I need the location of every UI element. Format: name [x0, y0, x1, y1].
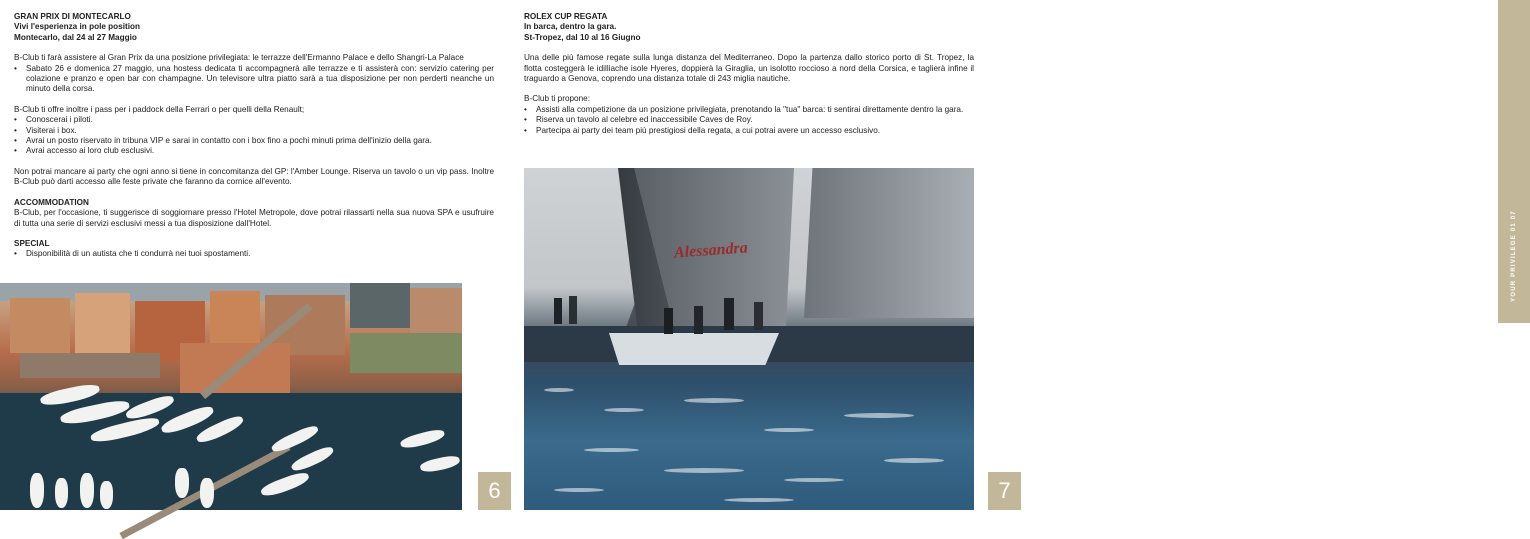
rolex-cup-dates: St-Tropez, dal 10 al 16 Giugno [524, 32, 641, 42]
paddock-intro: B-Club ti offre inoltre i pass per i paddock della Ferrari o per quelli della Renault; [14, 104, 305, 114]
side-tab-label: YOUR PRIVILEGE 01 07 [1511, 210, 1517, 302]
special-bullets [14, 249, 494, 259]
rolex-cup-intro: Una delle più famose regate sulla lunga distanza del Mediterraneo. Dopo la partenza dallo storico porto di St. Tropez, la flotta costeggerà le idilliache isole Hyeres, doppierà la Giraglia, un isolotto roccioso a nord della Corsica, e taglierà infine il traguardo a Genova, coprendo una distanza totale di 243 miglia nautiche. [524, 53, 974, 84]
gran-prix-dates: Montecarlo, dal 24 al 27 Maggio [14, 32, 137, 42]
bullet-item: • Assisti alla competizione da un posizione privilegiata, prenotando la "tua" barca: ti sentirai direttamente dentro la gara. [524, 105, 974, 115]
left-text-column [14, 12, 494, 260]
party-text: Non potrai mancare ai party che ogni anno si tiene in concomitanza del GP: l'Amber Lounge. Riserva un tavolo o un vip pass. Inoltre B-Club può darti accesso alle feste private che faranno da cornice all'evento. [14, 166, 494, 187]
special-heading: SPECIAL [14, 238, 50, 248]
rolex-cup-bullets [524, 105, 974, 136]
bullet-item: • Conoscerai i piloti. [14, 115, 494, 125]
right-text-column [524, 12, 974, 136]
gran-prix-title: GRAN PRIX DI MONTECARLO [14, 12, 131, 21]
bullet-item: • Riserva un tavolo al celebre ed inaccessibile Caves de Roy. [524, 115, 974, 125]
paddock-bullets [14, 115, 494, 157]
right-page [510, 0, 1517, 510]
monaco-harbor-photo [0, 283, 462, 510]
bullet-item: • Disponibilità di un autista che ti condurrà nei tuoi spostamenti. [14, 249, 494, 259]
page-number-6: 6 [478, 472, 511, 510]
accommodation-heading: ACCOMMODATION [14, 197, 89, 207]
bullet-item: • Sabato 26 e domenica 27 maggio, una hostess dedicata ti accompagnerà alle terrazze e ti assisterà con: servizio catering per colazione e pranzo e open bar con champagne. Un televisore ultra piatto sarà a tua disposizione per non perderti neanche un minuto della corsa. [14, 64, 494, 95]
rolex-cup-subtitle: In barca, dentro la gara. [524, 22, 617, 32]
rolex-cup-title: ROLEX CUP REGATA [524, 12, 608, 21]
left-page [0, 0, 510, 510]
accommodation-text: B-Club, per l'occasione, ti suggerisce di soggiornare presso l'Hotel Metropole, dove potrai rilassarti nella sua nuova SPA e usufruire di tutta una serie di servizi esclusivi messi a tua disposizione dall'Hotel. [14, 208, 494, 228]
gran-prix-intro: B-Club ti farà assistere al Gran Prix da una posizione privilegiata: le terrazze dell'Ermanno Palace e dello Shangri-La Palace [14, 53, 464, 63]
page-number-7: 7 [988, 472, 1021, 510]
sail-lettering: Alessandra [673, 239, 749, 262]
regatta-sailboat-photo [524, 168, 974, 510]
bullet-item: • Avrai un posto riservato in tribuna VIP e sarai in contatto con i box fino a pochi minuti prima dell'inizio della gara. [14, 136, 494, 146]
bullet-item: • Avrai accesso ai loro club esclusivi. [14, 146, 494, 156]
propone-label: B-Club ti propone: [524, 94, 590, 104]
side-tab [1498, 0, 1530, 323]
gran-prix-bullets-1 [14, 64, 494, 95]
gran-prix-subtitle: Vivi l'esperienza in pole position [14, 22, 141, 32]
bullet-item: • Partecipa ai party dei team più prestigiosi della regata, a cui potrai avere un accesso esclusivo. [524, 126, 974, 136]
bullet-item: • Visiterai i box. [14, 126, 494, 136]
